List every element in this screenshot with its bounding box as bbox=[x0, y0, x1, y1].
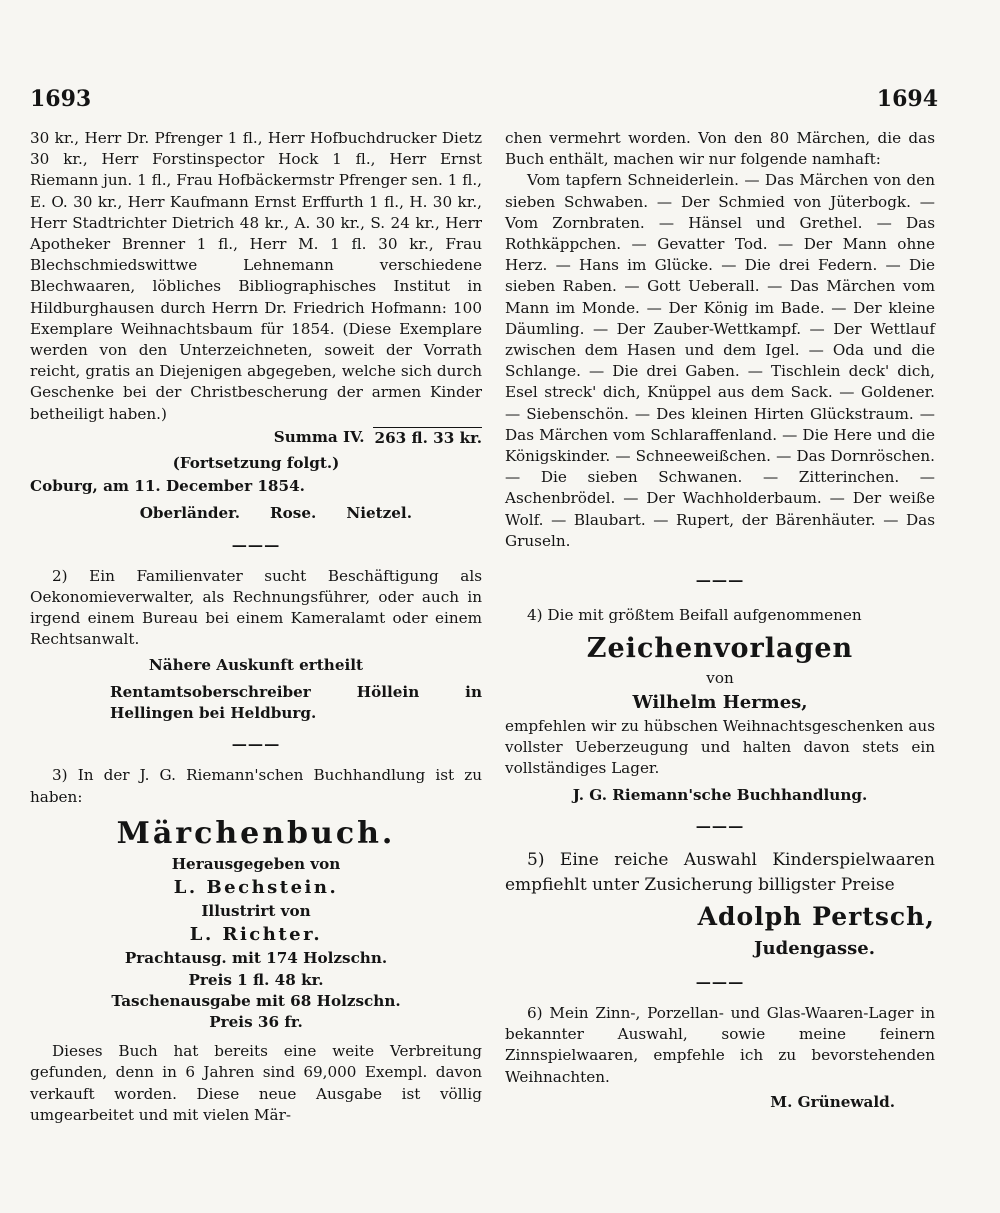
ad3-editor-label: Herausgegeben von bbox=[171, 854, 341, 873]
ad2-contact: Rentamtsoberschreiber Höllein in Hellingen bei Heldburg. bbox=[110, 682, 482, 723]
place-date: Coburg, am 11. December 1854. bbox=[30, 477, 305, 496]
summa-label: Summa IV. bbox=[273, 427, 365, 446]
signature-rose: Rose. bbox=[270, 504, 317, 523]
ad5-text: 5) Eine reiche Auswahl Kinderspielwaaren empfiehlt unter Zusicherung billigster Preise bbox=[505, 849, 935, 895]
ad4-author: Wilhelm Hermes, bbox=[632, 691, 808, 713]
ad4-intro: 4) Die mit größtem Beifall aufgenommenen bbox=[527, 606, 862, 625]
ad3-intro: 3) In der J. G. Riemann'schen Buchhandlung ist zu haben: bbox=[30, 766, 482, 806]
ad3-title: Märchenbuch. bbox=[116, 815, 396, 851]
ad4-signature: J. G. Riemann'sche Buchhandlung. bbox=[572, 786, 868, 805]
ad3-edition1: Prachtausg. mit 174 Holzschn. bbox=[124, 949, 388, 968]
continuation-note: (Fortsetzung folgt.) bbox=[172, 454, 340, 473]
ad6-signature: M. Grünewald. bbox=[770, 1092, 895, 1111]
ad3-edition2: Taschenausgabe mit 68 Holzschn. bbox=[111, 991, 401, 1010]
ad6-text: 6) Mein Zinn-, Porzellan- und Glas-Waaren-Lager in bekannter Auswahl, sowie meine feinern Zinnspielwaaren, empfehle ich zu bevorstehenden Weihnachten. bbox=[505, 1003, 935, 1086]
signature-oberlaender: Oberländer. bbox=[139, 504, 241, 523]
signature-nietzel: Nietzel. bbox=[346, 504, 412, 523]
page-number-right: 1694 bbox=[876, 86, 938, 112]
ad3-price2: Preis 36 fr. bbox=[209, 1012, 303, 1031]
left-column bbox=[30, 128, 482, 1126]
signatures bbox=[30, 503, 482, 524]
summa-line bbox=[30, 427, 482, 449]
ad4-von: von bbox=[706, 669, 734, 688]
ad5-street: Judengasse. bbox=[754, 937, 875, 959]
ad3-illustrator: L. Richter. bbox=[189, 924, 323, 946]
separator: ——— bbox=[231, 535, 281, 554]
ad5-name: Adolph Pertsch, bbox=[697, 901, 935, 931]
ad3-price1: Preis 1 fl. 48 kr. bbox=[188, 970, 324, 989]
ad2-info: Nähere Auskunft ertheilt bbox=[148, 655, 364, 674]
ad3-editor: L. Bechstein. bbox=[173, 877, 339, 899]
ad2-text: 2) Ein Familienvater sucht Beschäftigung als Oekonomieverwalter, als Rechnungsführer, oder auch in irgend einem Bureau bei einem Kameralamt oder einem Rechtsanwalt. bbox=[30, 566, 482, 649]
separator: ——— bbox=[695, 972, 745, 991]
fairy-tale-list: Vom tapfern Schneiderlein. — Das Märchen von den sieben Schwaben. — Der Schmied von Jüterbogk. — Vom Zornbraten. — Hänsel und Grethel. — Das Rothkäppchen. — Gevatter Tod. — Der Mann ohne Herz. — Hans im Glücke. — Die drei Federn. — Die sieben Raben. — Gott Ueberall. — Das Märchen vom Mann im Monde. — Der König im Bade. — Der kleine Däumling. — Der Zauber-Wettkampf. — Der Wettlauf zwischen dem Hasen und dem Igel. — Oda und die Schlange. — Die drei Gaben. — Tischlein deck' dich, Esel streck' dich, Knüppel aus dem Sack. — Goldener. — Siebenschön. — Des kleinen Hirten Glückstraum. — Das Märchen vom Schlaraffenland. — Die Here und die Königskinder. — Schneeweißchen. — Das Dornröschen. — Die sieben Schwanen. — Zitterinchen. — Aschenbrödel. — Der Wachholderbaum. — Der weiße Wolf. — Blaubart. — Rupert, der Bärenhäuter. — Das Gruseln. bbox=[505, 171, 935, 550]
ad4-title: Zeichenvorlagen bbox=[586, 633, 854, 665]
donation-list-paragraph: 30 kr., Herr Dr. Pfrenger 1 fl., Herr Hofbuchdrucker Dietz 30 kr., Herr Forstinspector Hock 1 fl., Herr Ernst Riemann jun. 1 fl., Frau Hofbäckermstr Pfrenger sen. 1 fl., E. O. 30 kr., Herr Kaufmann Ernst Erffurth 1 fl., H. 30 kr., Herr Stadtrichter Dietrich 48 kr., A. 30 kr., S. 24 kr., Herr Apotheker Brenner 1 fl., Herr M. 1 fl. 30 kr., Frau Blechschmiedswittwe Lehnemann verschiedene Blechwaaren, löbliches Bibliographisches Institut in Hildburghausen durch Herrn Dr. Friedrich Hofmann: 100 Exemplare Weihnachtsbaum für 1854. (Diese Exemplare werden von den Unterzeichneten, soweit der Vorrath reicht, gratis an Diejenigen abgegeben, welche sich durch Geschenke bei der Christbescherung der armen Kinder betheiligt haben.) bbox=[30, 129, 482, 423]
page-number-left: 1693 bbox=[30, 86, 92, 112]
right-column bbox=[505, 128, 935, 1113]
ad4-body: empfehlen wir zu hübschen Weihnachtsgeschenken aus vollster Ueberzeugung und halten davon stets ein vollständiges Lager. bbox=[505, 716, 935, 778]
summa-amount: 263 fl. 33 kr. bbox=[373, 427, 482, 449]
ad3-illus-label: Illustrirt von bbox=[201, 902, 311, 921]
separator: ——— bbox=[231, 735, 281, 754]
continued-paragraph: chen vermehrt worden. Von den 80 Märchen, die das Buch enthält, machen wir nur folgende namhaft: bbox=[505, 129, 935, 169]
separator: ——— bbox=[695, 817, 745, 836]
separator: ——— bbox=[695, 571, 745, 590]
ad3-body: Dieses Buch hat bereits eine weite Verbreitung gefunden, denn in 6 Jahren sind 69,000 Exempl. davon verkauft worden. Diese neue Ausgabe ist völlig umgearbeitet und mit vielen Mär- bbox=[30, 1042, 482, 1124]
